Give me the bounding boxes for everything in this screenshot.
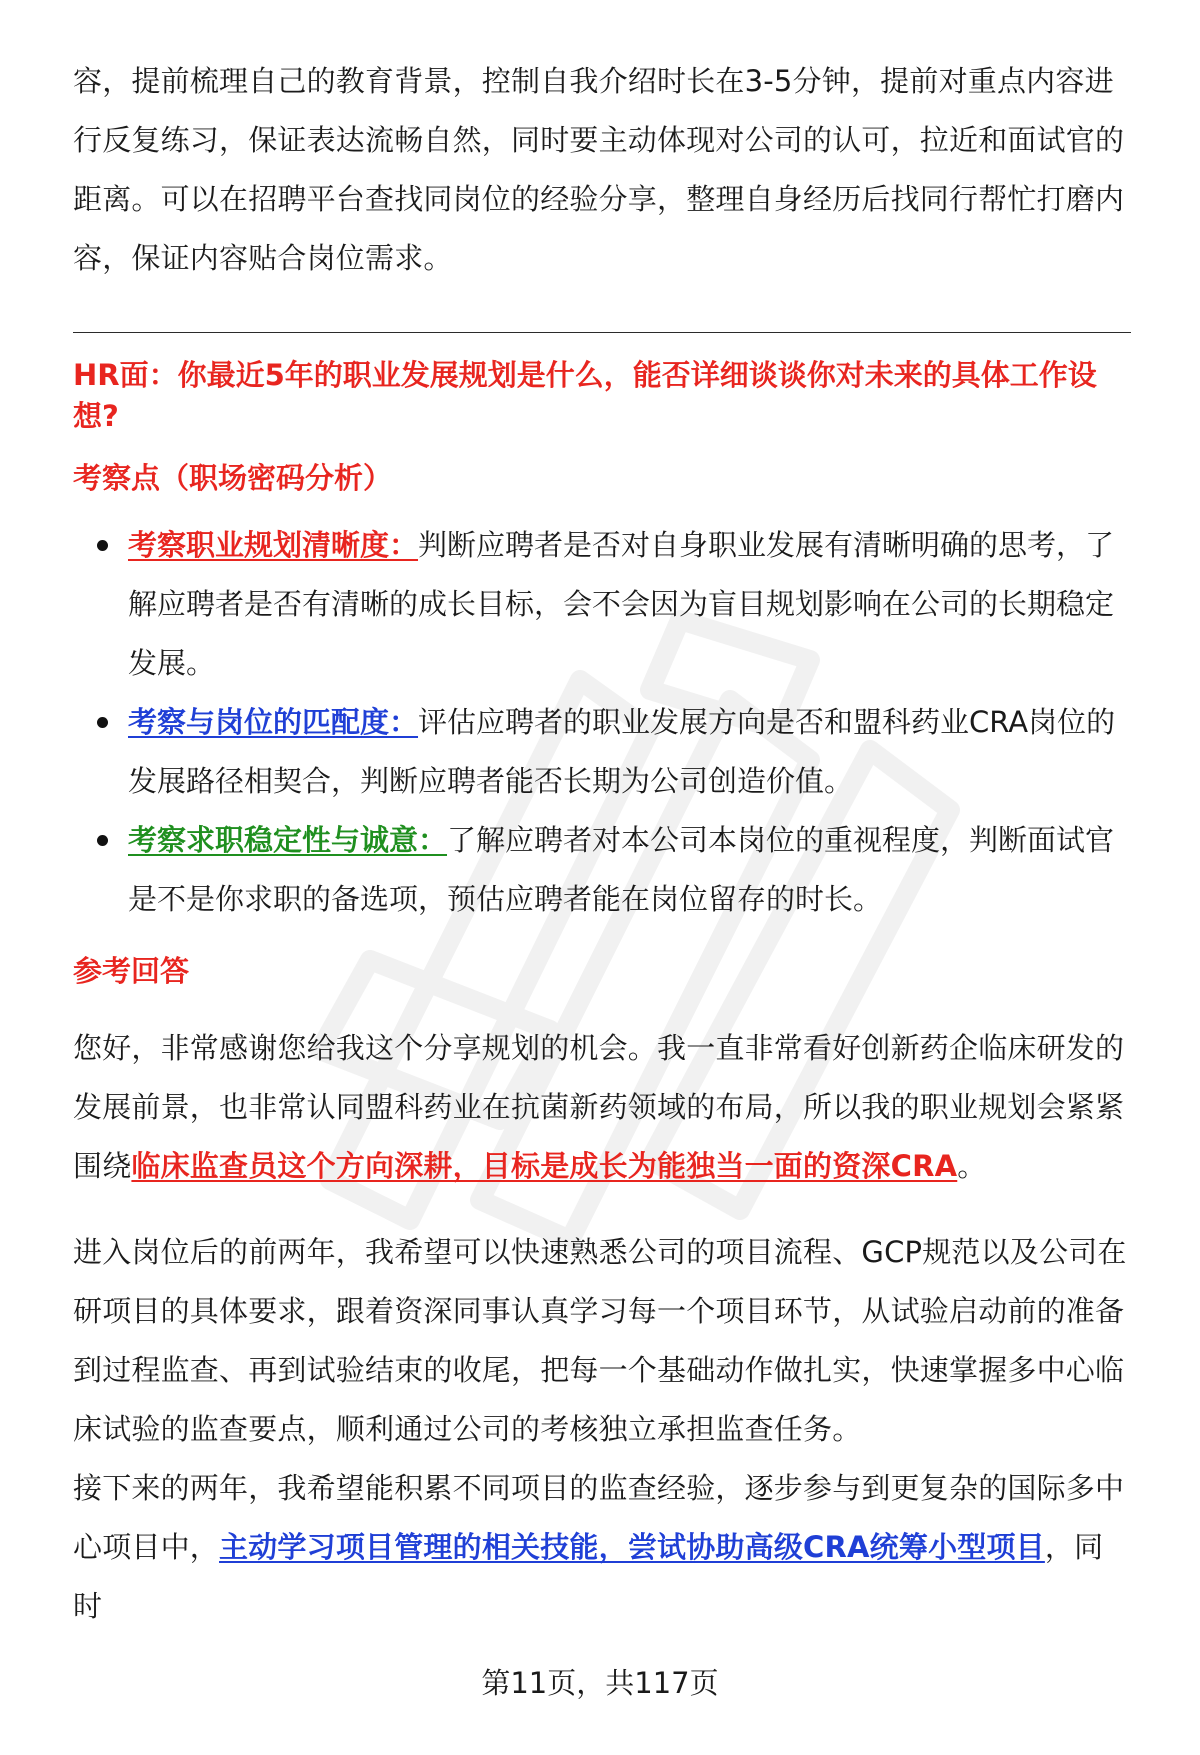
point-keyword: 考察与岗位的匹配度： xyxy=(128,705,419,739)
bullet-dot-icon xyxy=(97,835,108,846)
intro-paragraph: 容，提前梳理自己的教育背景，控制自我介绍时长在3-5分钟，提前对重点内容进行反复练习，保证表达流畅自然，同时要主动体现对公司的认可，拉近和面试官的距离。可以在招聘平台查找同岗位的经验分享，整理自身经历后找同行帮忙打磨内容，保证内容贴合岗位需求。 xyxy=(73,64,1125,275)
answer-p1-text: 您好，非常感谢您给我这个分享规划的机会。我一直非常看好创新药企临床研发的发展前景，也非常认同盟科药业在抗菌新药领域的布局，所以我的职业规划会紧紧围绕 xyxy=(73,1031,1125,1183)
answer-heading: 参考回答 xyxy=(73,954,190,988)
question-title: HR面：你最近5年的职业发展规划是什么，能否详细谈谈你对未来的具体工作设想? xyxy=(73,358,1097,433)
section-divider xyxy=(73,332,1131,333)
point-keyword: 考察求职稳定性与诚意： xyxy=(128,823,448,857)
page-number: 第11页，共117页 xyxy=(481,1666,719,1700)
answer-paragraph-1 xyxy=(73,1019,1131,1196)
points-heading: 考察点（职场密码分析） xyxy=(73,461,393,495)
point-item xyxy=(73,693,1131,811)
document-content xyxy=(73,52,1131,1636)
points-list xyxy=(73,516,1131,929)
bullet-dot-icon xyxy=(97,540,108,551)
bullet-dot-icon xyxy=(97,717,108,728)
point-text: 了解应聘者对本公司本岗位的重视程度，判断面试官是不是你求职的备选项，预估应聘者能在岗位留存的时长。 xyxy=(128,823,1115,916)
point-item xyxy=(73,516,1131,693)
answer-paragraph-3 xyxy=(73,1459,1131,1636)
point-text: 评估应聘者的职业发展方向是否和盟科药业CRA岗位的发展路径相契合，判断应聘者能否长期为公司创造价值。 xyxy=(128,705,1116,798)
answer-p3-text: 接下来的两年，我希望能积累不同项目的监查经验，逐步参与到更复杂的国际多中心项目中， xyxy=(73,1471,1125,1564)
answer-p3-end: ，同时 xyxy=(73,1530,1104,1623)
answer-paragraph-2: 进入岗位后的前两年，我希望可以快速熟悉公司的项目流程、GCP规范以及公司在研项目的具体要求，跟着资深同事认真学习每一个项目环节，从试验启动前的准备到过程监查、再到试验结束的收尾，把每一个基础动作做扎实，快速掌握多中心临床试验的监查要点，顺利通过公司的考核独立承担监查任务。 xyxy=(73,1235,1127,1446)
answer-p3-highlight: 主动学习项目管理的相关技能，尝试协助高级CRA统筹小型项目 xyxy=(219,1530,1045,1564)
point-item xyxy=(73,811,1131,929)
point-keyword: 考察职业规划清晰度： xyxy=(128,528,419,562)
answer-p1-end: 。 xyxy=(957,1149,987,1183)
point-text: 判断应聘者是否对自身职业发展有清晰明确的思考，了解应聘者是否有清晰的成长目标，会不会因为盲目规划影响在公司的长期稳定发展。 xyxy=(128,528,1115,680)
answer-p1-highlight: 临床监查员这个方向深耕，目标是成长为能独当一面的资深CRA xyxy=(131,1149,958,1183)
